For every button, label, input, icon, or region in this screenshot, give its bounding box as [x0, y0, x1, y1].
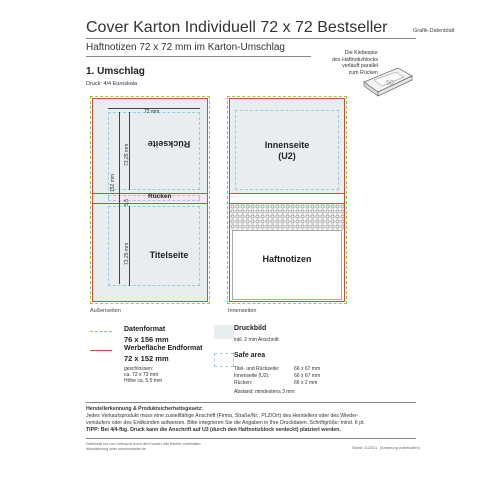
final-format-swatch — [90, 350, 112, 351]
subtitle-rule — [86, 56, 311, 57]
safe-row-value: 66 x 67 mm — [294, 366, 321, 372]
footer-heading: Herstellerkennung & Produktsicherheitsgesetz: — [86, 406, 204, 412]
stand-label: Stand: 11/2021 — [352, 446, 378, 450]
thumbnail-number: 50 — [386, 80, 394, 87]
print-swatch — [214, 325, 234, 339]
safe-row-name: Innenseite (U2): — [234, 373, 270, 379]
page-subtitle: Haftnotizen 72 x 72 mm im Karton-Umschlag — [86, 42, 285, 53]
section-subtitle: Druck: 4/4 Euroskala — [86, 81, 138, 87]
note-line: Die Klebespur — [344, 50, 378, 56]
inner-spine-top-line — [230, 193, 344, 194]
legal-rule — [86, 438, 416, 439]
final-format-label: Werbefläche Endformat — [124, 345, 203, 352]
inside-label-line1: Innenseite — [264, 140, 310, 150]
data-format-swatch — [90, 331, 112, 332]
print-label: Druckbild — [234, 325, 267, 332]
safe-swatch — [214, 353, 234, 367]
note-line: zum Rücken — [348, 69, 378, 76]
height-dimension-line — [119, 112, 120, 284]
spine-dimension-label: 5,5 — [124, 199, 130, 206]
inner-safe-area — [235, 110, 339, 190]
safe-row-name: Rücken: — [234, 380, 253, 386]
back-label: Rückseite — [147, 139, 191, 149]
safe-row-name: Titel- und Rückseite: — [234, 366, 280, 372]
change-label: (Änderung vorbehalten) — [380, 446, 420, 450]
footer-tip: TIPP: Bei 4/4-fbg. Druck kann die Anschrift auf U3 (durch den Haftnotizblock verdeckt) platziert werden. — [86, 427, 341, 433]
spine-label: Rücken — [148, 193, 172, 200]
width-dimension-label: 72 mm — [144, 109, 160, 115]
notes-block — [232, 230, 342, 300]
back-dimension-label: 73,25 mm — [124, 143, 130, 166]
data-format-label: Datenformat — [124, 326, 166, 333]
footer-line: Jedes Verkaufsprodukt muss eine zustellfähige Anschrift (Firma, Straße/Nr., PLZ/Ort) des Herstellers oder des Wieder- — [86, 413, 359, 419]
print-sub: inkl. 2 mm Anschnitt — [234, 337, 279, 343]
back-safe-area — [108, 112, 200, 190]
closed-line1: geschlossen: — [124, 366, 154, 372]
outer-caption: Außenseiten — [90, 308, 121, 314]
footer-rule — [86, 402, 416, 403]
product-thumbnail-icon — [360, 58, 415, 98]
title-rule — [86, 38, 416, 39]
note-line: verläuft parallel — [342, 63, 378, 70]
spine-bottom-line — [93, 203, 207, 204]
safe-distance: Abstand: mindestens 3 mm — [234, 389, 295, 395]
notes-label: Haftnotizen — [262, 254, 312, 264]
closed-line3: Höhe ca. 5,5 mm — [124, 378, 163, 384]
adhesive-strip-pattern-icon — [230, 204, 344, 230]
inner-caption: Innenseiten — [228, 308, 257, 314]
front-safe-area — [108, 206, 200, 286]
section-title: 1. Umschlag — [86, 66, 145, 77]
final-format-value: 72 x 152 mm — [124, 354, 169, 363]
safe-label: Safe area — [234, 352, 266, 359]
footer-line: verkäufers oder des Endkunden aufweisen. Bitte integrieren Sie die Angaben in Ihre Druckdaten. Schriftgröße: mind. 6 pt. — [86, 420, 365, 426]
inside-label-line2: (U2) — [278, 151, 296, 161]
height-dimension-label: 152 mm — [110, 173, 116, 192]
closed-line2: ca. 72 x 73 mm — [124, 372, 159, 378]
front-dimension-label: 73,25 mm — [124, 242, 130, 265]
corner-label: Grafik-Datenblatt — [413, 28, 455, 34]
note-line: des Haftnotizblocks — [332, 56, 378, 63]
safe-row-value: 66 x 67 mm — [294, 373, 321, 379]
legal-line: Datenblatt nur zum Gebrauch durch den Kunden; Alle Rechte vorbehalten. — [86, 442, 202, 446]
front-label: Titelseite — [149, 250, 189, 260]
safe-row-value: 66 x 2 mm — [294, 380, 318, 386]
page-title: Cover Karton Individuell 72 x 72 Bestseller — [86, 19, 388, 36]
data-format-value: 76 x 156 mm — [124, 335, 169, 344]
legal-line: Aktualisierung unter www.bestseller.de — [86, 447, 146, 451]
